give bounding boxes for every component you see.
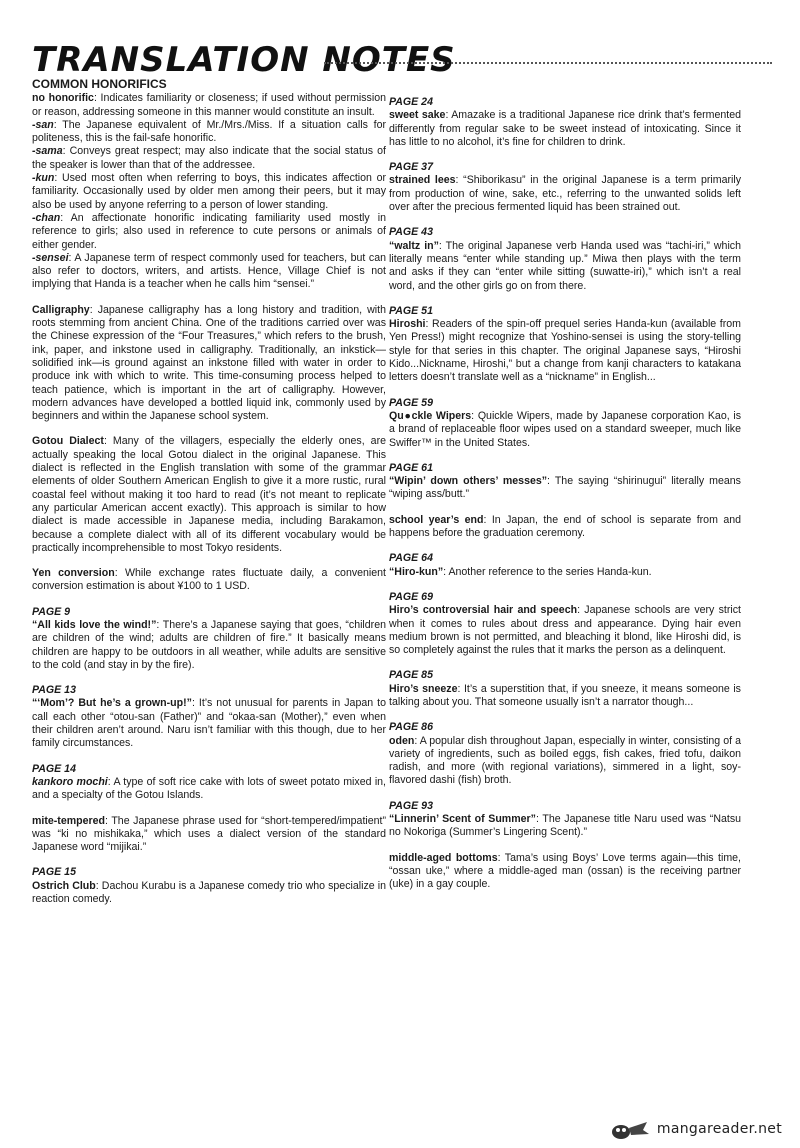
note-text: : It’s not unusual for parents in Japan to call each other “otou-san (Father)” and “okaa-san (Mother),” even when their children aren’t around. Naru isn’t familiar with this though, due to her family circumstances. xyxy=(32,697,386,750)
note-term: Calligraphy xyxy=(32,303,90,316)
note-term: Ostrich Club xyxy=(32,879,96,892)
note-text: : Conveys great respect; may also indicate that the social status of the speaker is lower than that of the addressee. xyxy=(32,145,386,171)
page-label: PAGE 14 xyxy=(32,762,76,775)
note-entry xyxy=(389,174,741,214)
page-label: PAGE 24 xyxy=(389,96,433,108)
note-term: school year’s end xyxy=(389,513,484,526)
note-text: : Quickle Wipers, made by Japanese corporation Kao, is a brand of replaceable floor wipes used on a standard sweeper, much like Swiffer™ in the United States. xyxy=(389,409,741,449)
note-entry xyxy=(389,410,741,450)
mascot-logo-icon xyxy=(607,1118,651,1140)
page-label: PAGE 86 xyxy=(389,721,433,734)
note-term: -sensei xyxy=(32,251,69,264)
note-term: Hiro’s sneeze xyxy=(389,682,458,695)
note-entry xyxy=(389,852,741,892)
note-entry xyxy=(389,514,741,541)
note-text: : Amazake is a traditional Japanese rice drink that’s fermented differently from regular sake to be sweet instead of intoxicating. Since it has little to no alcohol, it’s fine for children to drink. xyxy=(389,109,741,148)
note-term: “Hiro-kun” xyxy=(389,565,444,578)
page-label: PAGE 37 xyxy=(389,161,433,174)
note-text: : The Japanese title Naru used was “Natsu no Nokoriga (Summer’s Lingering Scent).” xyxy=(389,813,742,839)
note-term: no honorific xyxy=(32,92,94,105)
note-term: “All kids love the wind!” xyxy=(32,618,157,631)
note-entry xyxy=(389,475,741,502)
note-entry xyxy=(32,172,386,212)
note-text: : The saying “shirinugui” literally means “wiping ass/butt.” xyxy=(389,475,741,501)
note-entry xyxy=(389,735,741,788)
note-entry xyxy=(389,109,741,149)
watermark xyxy=(607,1118,782,1140)
page-label: PAGE 59 xyxy=(389,396,433,409)
page-label: PAGE 13 xyxy=(32,684,76,697)
note-term: -kun xyxy=(32,172,55,185)
note-text: : There’s a Japanese saying that goes, “children are children of the wind; adults are children of fire.” It basically means children are happy to be outdoors in all weather, while adults are sensitive to the cold (and stay in by the fire). xyxy=(32,618,386,671)
note-text: : Another reference to the series Handa-kun. xyxy=(443,565,652,578)
page-label: PAGE 51 xyxy=(389,304,433,317)
dotted-rule xyxy=(324,62,772,64)
note-text: : Readers of the spin-off prequel series Handa-kun (available from Yen Press!) might recognize that Yoshino-sensei is using the story-telling style for that series in this chapter. The original Japanese says, “Hiroshi Kido...Nickname, Hiroshi,” but a change from kanji characters to katakana letters doesn’t translate well as a “nickname” in English... xyxy=(389,318,741,384)
note-term: Yen conversion xyxy=(32,567,115,580)
note-entry xyxy=(389,566,741,579)
honorifics-heading: COMMON HONORIFICS xyxy=(32,77,167,91)
note-term: Hiro’s controversial hair and speech xyxy=(389,604,578,617)
note-text: : A type of soft rice cake with lots of sweet potato mixed in, and a specialty of the Gotou Islands. xyxy=(32,775,387,802)
note-text: : Japanese calligraphy has a long history and tradition, with roots stemming from ancient China. One of the traditions carried over was the Chinese expression of the “Four Treasures,” which refers to the brush, ink, paper, and inkstone used in calligraphy. Traditionally, an inkstick—solidified ink—is ground against an inkstone filled with water in order to produce ink with which to write. This time-consuming process helped to teach patience, which is important in the art of calligraphy. However, modern advances have developed a bottled liquid ink, commonly used by beginners and within the Japanese school system. xyxy=(32,303,386,423)
note-entry xyxy=(32,145,386,172)
note-term: oden xyxy=(389,734,415,747)
note-entry xyxy=(32,304,386,424)
note-term: “waltz in” xyxy=(389,239,439,252)
note-term: Hiroshi xyxy=(389,318,426,331)
page-label: PAGE 64 xyxy=(389,552,433,565)
page-label: PAGE 43 xyxy=(389,226,433,239)
note-term: Qu●ckle Wipers xyxy=(389,409,472,422)
note-term: “‘Mom’? But he’s a grown-up!” xyxy=(32,697,192,710)
page-header xyxy=(32,40,772,80)
note-entry xyxy=(32,252,386,292)
note-entry xyxy=(389,604,741,657)
note-entry xyxy=(389,813,741,840)
note-term: sweet sake xyxy=(389,109,446,122)
page-label: PAGE 9 xyxy=(32,605,71,618)
watermark-site: mangareader.net xyxy=(656,1121,782,1137)
note-text: : While exchange rates fluctuate daily, a convenient conversion estimation is about ¥100 to 1 USD. xyxy=(32,567,386,593)
note-text: : In Japan, the end of school is separate from and happens before the graduation ceremony. xyxy=(389,513,741,540)
note-entry xyxy=(32,815,386,855)
note-term: “Linnerin’ Scent of Summer” xyxy=(389,813,536,826)
note-term: kankoro mochi xyxy=(32,775,108,788)
note-text: : The original Japanese verb Handa used was “tachi-iri,” which literally means “enter while standing up.” Miwa then plays with the term and asks if they can “enter while sitting (suwatte-iri),” which isn’t a real word, and the other girls go on from there. xyxy=(389,239,741,292)
note-entry xyxy=(389,683,741,710)
note-entry xyxy=(32,619,386,672)
note-entry xyxy=(32,92,386,119)
note-text: : Indicates familiarity or closeness; if used without permission or reason, addressing someone in this manner would constitute an insult. xyxy=(32,92,386,118)
right-column xyxy=(389,96,741,904)
left-column xyxy=(32,78,386,918)
page-title: TRANSLATION NOTES xyxy=(32,40,456,80)
note-entry xyxy=(389,318,741,384)
note-text: : The Japanese equivalent of Mr./Mrs./Miss. If a situation calls for politeness, this is the fail-safe honorific. xyxy=(32,118,386,145)
note-entry xyxy=(389,240,741,293)
page-label: PAGE 85 xyxy=(389,669,433,682)
note-text: : Dachou Kurabu is a Japanese comedy trio who specialize in reaction comedy. xyxy=(32,879,386,906)
note-term: middle-aged bottoms xyxy=(389,851,498,864)
note-entry xyxy=(32,880,386,907)
note-text: : A popular dish throughout Japan, especially in winter, consisting of a variety of ingredients, such as boiled eggs, fish cakes, fried tofu, daikon radish, and more (with regional variations), simmered in a light, soy-flavored dashi (fish) broth. xyxy=(389,734,741,787)
note-entry xyxy=(32,119,386,146)
note-text: : An affectionate honorific indicating familiarity used mostly in reference to girls; also used in reference to cute persons or animals of either gender. xyxy=(32,211,386,251)
note-text: : Tama’s using Boys’ Love terms again—this time, “ossan uke,” where a middle-aged man (ossan) is the receiving partner (uke) in a gay couple. xyxy=(389,851,741,891)
note-term: Gotou Dialect xyxy=(32,435,104,448)
page-label: PAGE 69 xyxy=(389,590,433,603)
note-term: strained lees xyxy=(389,174,456,187)
note-text: : It’s a superstition that, if you sneeze, it means someone is talking about you. That someone usually isn’t a narrator though... xyxy=(389,682,741,708)
note-text: : A Japanese term of respect commonly used for teachers, but can also refer to doctors, writers, and artists. Hence, Village Chief is not implying that Handa is a teacher when he calls him “sensei.” xyxy=(32,251,386,291)
note-term: -chan xyxy=(32,211,61,224)
note-entry xyxy=(32,435,386,555)
page-label: PAGE 61 xyxy=(389,461,433,474)
note-text: : Japanese schools are very strict when it comes to rules about dress and appearance. Dying hair even medium brown is not permitted, and bleaching it blond, like Hiroshi did, is so completely against the rules that it marks the person as a delinquent. xyxy=(389,604,741,657)
note-term: “Wipin’ down others’ messes” xyxy=(389,475,548,488)
note-text: : Used most often when referring to boys, this indicates affection or familiarity. Occasionally used by older men among their peers, but it may also be used by anyone referring to a person of lower standing. xyxy=(32,172,386,211)
note-entry xyxy=(32,697,386,750)
note-text: : “Shiborikasu” in the original Japanese is a term primarily from production of wine, sake, etc., referring to the unwanted solids left over after the precious fermented liquid has been strained out. xyxy=(389,174,741,214)
note-entry xyxy=(32,212,386,252)
note-text: : Many of the villagers, especially the elderly ones, are actually speaking the local Gotou dialect in the original Japanese. This dialect is reflected in the English translation with some of the grammar elements of older Southern American English to give it a more rustic, rural coastal feel without making it too hard to read (it’s not meant to replicate any particular American accent exactly). This approach is similar to how dialect is made accessible in Japanese media, including Barakamon, because a complete dialect with all of its different vocabulary would be practically incomprehensible to most Tokyo residents. xyxy=(32,435,386,554)
note-text: : The Japanese phrase used for “short-tempered/impatient” was “ki no mishikaka,” which uses a dialect version of the standard Japanese word “mijikai.” xyxy=(32,814,386,854)
note-entry xyxy=(32,567,386,594)
note-term: mite-tempered xyxy=(32,814,105,827)
page-label: PAGE 93 xyxy=(389,799,433,812)
page-label: PAGE 15 xyxy=(32,866,76,879)
note-term: -sama xyxy=(32,145,63,158)
note-term: -san xyxy=(32,118,54,131)
note-entry xyxy=(32,776,386,803)
